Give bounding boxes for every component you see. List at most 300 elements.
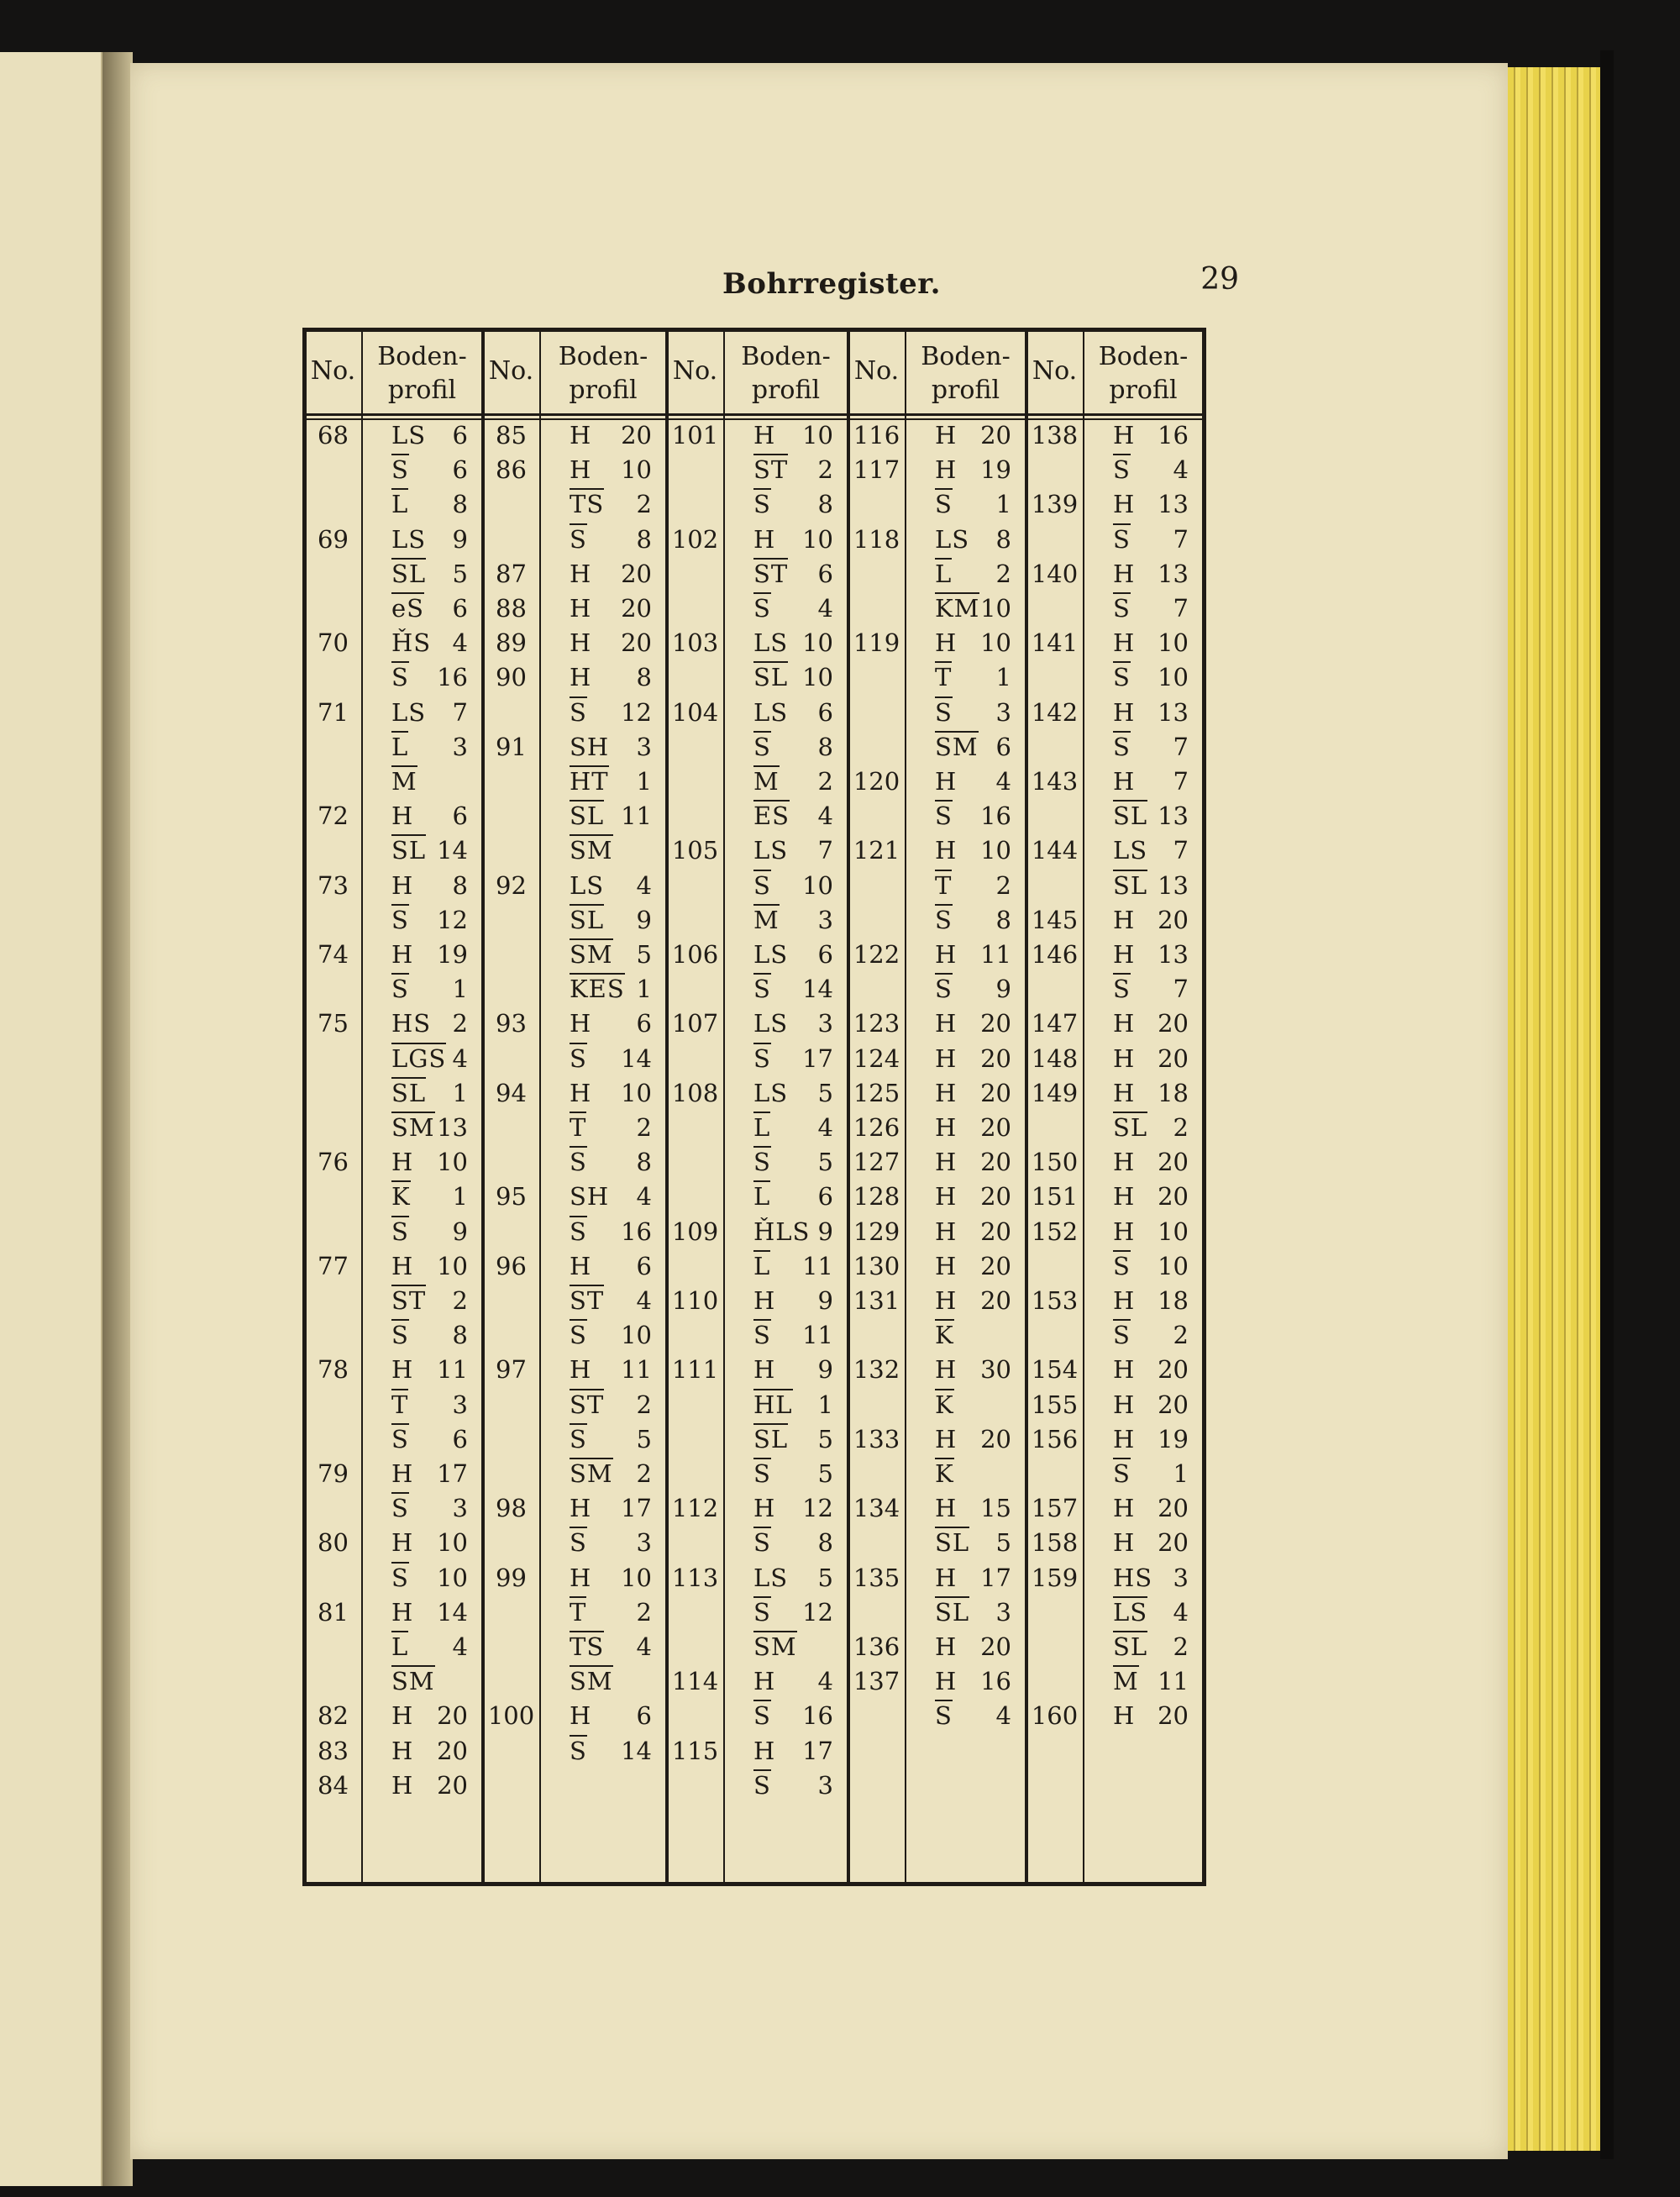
soil-code-text: SL — [570, 905, 605, 934]
soil-code-text: S — [391, 1321, 409, 1350]
register-entry — [483, 766, 667, 796]
layer-thickness: 10 — [621, 455, 652, 485]
boring-number: 140 — [1031, 559, 1079, 588]
register-entry — [483, 1493, 667, 1523]
soil-code-text: H — [570, 559, 592, 588]
register-entry — [667, 1563, 848, 1593]
layer-thickness: 17 — [437, 1459, 468, 1488]
boring-number: 133 — [853, 1424, 900, 1453]
header-no: No. — [853, 356, 900, 386]
layer-thickness: 3 — [1173, 1563, 1189, 1592]
layer-thickness: 4 — [817, 1113, 833, 1142]
register-entry — [848, 1424, 1026, 1454]
register-entry — [667, 801, 848, 831]
soil-code-text: HS — [1113, 1563, 1153, 1592]
register-entry — [667, 628, 848, 658]
soil-code-text: H — [391, 1459, 414, 1488]
layer-thickness: 8 — [636, 663, 652, 692]
boring-number: 153 — [1031, 1286, 1079, 1315]
register-entry — [483, 1320, 667, 1350]
register-entry — [483, 628, 667, 658]
register-entry — [1026, 1354, 1204, 1385]
boring-number: 81 — [318, 1597, 349, 1627]
register-entry — [667, 1493, 848, 1523]
register-entry — [305, 559, 483, 589]
register-entry — [667, 559, 848, 589]
soil-code-text: SL — [391, 1078, 427, 1107]
register-entry — [305, 628, 483, 658]
register-entry — [1026, 1008, 1204, 1038]
register-entry — [305, 455, 483, 485]
layer-thickness: 15 — [980, 1494, 1011, 1523]
register-entry — [305, 766, 483, 796]
boring-number: 147 — [1031, 1009, 1079, 1038]
layer-thickness: 8 — [817, 1528, 833, 1558]
register-entry — [848, 905, 1026, 935]
register-entry — [305, 697, 483, 728]
running-head: Bohrregister. — [722, 267, 941, 301]
register-entry — [483, 835, 667, 865]
layer-thickness: 9 — [817, 1217, 833, 1246]
register-entry — [305, 1563, 483, 1593]
register-entry — [483, 420, 667, 450]
register-entry — [1026, 1632, 1204, 1662]
layer-thickness: 11 — [802, 1321, 833, 1350]
boring-number: 84 — [318, 1770, 349, 1800]
boring-number: 77 — [318, 1251, 349, 1280]
layer-thickness: 4 — [995, 1701, 1011, 1731]
layer-thickness: 11 — [1158, 1667, 1189, 1696]
boring-number: 110 — [671, 1286, 719, 1315]
register-entry — [667, 905, 848, 935]
register-entry — [848, 1563, 1026, 1593]
layer-thickness: 4 — [817, 802, 833, 831]
layer-thickness: 6 — [995, 732, 1011, 761]
soil-code-text: H — [570, 1494, 592, 1523]
layer-thickness: 10 — [802, 524, 833, 554]
register-entry — [1026, 1424, 1204, 1454]
register-entry — [483, 1181, 667, 1212]
register-entry — [667, 1527, 848, 1558]
soil-code-text: S — [391, 1217, 409, 1246]
soil-code-text: H — [935, 1355, 958, 1385]
layer-thickness: 7 — [1173, 975, 1189, 1004]
layer-thickness: 12 — [802, 1494, 833, 1523]
register-entry — [667, 662, 848, 692]
layer-thickness: 3 — [817, 905, 833, 934]
boring-number: 76 — [318, 1148, 349, 1177]
layer-thickness: 9 — [452, 1217, 468, 1246]
soil-code-text: ST — [391, 1286, 427, 1315]
soil-code-text: H — [935, 1563, 958, 1592]
soil-code-text: SL — [753, 1424, 789, 1453]
boring-number: 97 — [496, 1355, 527, 1385]
layer-thickness: 5 — [995, 1528, 1011, 1558]
register-entry — [848, 697, 1026, 728]
soil-code — [570, 835, 642, 865]
register-entry — [848, 1632, 1026, 1662]
layer-thickness: 5 — [452, 559, 468, 588]
layer-thickness: 14 — [621, 1736, 652, 1765]
register-entry — [848, 1459, 1026, 1489]
soil-code-text: S — [570, 1736, 587, 1765]
soil-code-text: L — [753, 1182, 771, 1212]
soil-code-text: L — [935, 559, 953, 588]
soil-code-text: S — [753, 1701, 771, 1731]
soil-code-text: T — [935, 870, 953, 900]
boring-number: 102 — [671, 524, 719, 554]
header-line: profil — [751, 376, 821, 405]
layer-thickness: 2 — [817, 455, 833, 485]
soil-code-text: H — [935, 1632, 958, 1661]
register-entry — [483, 1390, 667, 1420]
soil-code-text: S — [753, 1148, 771, 1177]
register-entry — [483, 1424, 667, 1454]
soil-code-text: SH — [570, 732, 610, 761]
soil-code-text: SL — [391, 836, 427, 865]
boring-number: 132 — [853, 1355, 900, 1385]
soil-code-text: H — [391, 1597, 414, 1627]
layer-thickness: 12 — [437, 905, 468, 934]
register-entry — [1026, 1112, 1204, 1143]
register-entry — [305, 1008, 483, 1038]
layer-thickness: 20 — [1158, 1701, 1189, 1731]
soil-code-text: T — [570, 1113, 587, 1142]
register-entry — [305, 1147, 483, 1177]
register-entry — [1026, 1700, 1204, 1731]
register-entry — [305, 732, 483, 762]
boring-number: 155 — [1031, 1390, 1079, 1419]
soil-code-text: S — [753, 594, 771, 623]
layer-thickness: 10 — [802, 870, 833, 900]
soil-code-text: H — [1113, 767, 1136, 796]
layer-thickness: 14 — [621, 1043, 652, 1073]
layer-thickness: 10 — [802, 663, 833, 692]
boring-number: 83 — [318, 1736, 349, 1765]
soil-code — [935, 1390, 1007, 1420]
book-gutter — [102, 52, 133, 2186]
boring-number: 119 — [853, 628, 900, 658]
soil-code-text: H — [1113, 559, 1136, 588]
register-entry — [667, 766, 848, 796]
soil-code-text: H — [570, 663, 592, 692]
register-entry — [667, 1700, 848, 1731]
soil-code-text: H — [753, 1355, 776, 1385]
boring-number: 80 — [318, 1528, 349, 1558]
header-no: No. — [1032, 356, 1078, 386]
boring-number: 130 — [853, 1251, 900, 1280]
layer-thickness: 4 — [817, 1667, 833, 1696]
register-entry — [305, 870, 483, 901]
boring-number: 96 — [496, 1251, 527, 1280]
register-entry — [848, 1043, 1026, 1074]
register-entry — [305, 1700, 483, 1731]
layer-thickness: 8 — [452, 1321, 468, 1350]
layer-thickness: 3 — [452, 1494, 468, 1523]
layer-thickness: 1 — [636, 767, 652, 796]
boring-number: 154 — [1031, 1355, 1079, 1385]
register-entry — [667, 593, 848, 623]
soil-code-text: H — [935, 1217, 958, 1246]
layer-thickness: 7 — [1173, 594, 1189, 623]
soil-code-text: LS — [391, 524, 427, 554]
layer-thickness: 11 — [437, 1355, 468, 1385]
soil-code-text: H — [1113, 940, 1136, 969]
layer-thickness: 1 — [995, 490, 1011, 519]
register-entry — [848, 593, 1026, 623]
soil-code-text: SH — [570, 1182, 610, 1212]
boring-number: 75 — [318, 1009, 349, 1038]
layer-thickness: 16 — [437, 663, 468, 692]
soil-code-text: KM — [935, 594, 980, 623]
boring-number: 122 — [853, 940, 900, 969]
layer-thickness: 9 — [995, 975, 1011, 1004]
register-entry — [848, 524, 1026, 555]
soil-code-text: SL — [1113, 1113, 1148, 1142]
soil-code-text: H — [391, 1701, 414, 1731]
register-entry — [483, 1043, 667, 1074]
register-entry — [483, 1527, 667, 1558]
soil-code-text: H — [935, 1494, 958, 1523]
layer-thickness: 6 — [452, 802, 468, 831]
register-entry — [667, 489, 848, 519]
layer-thickness: 4 — [817, 594, 833, 623]
register-entry — [305, 1043, 483, 1074]
soil-code-text: H — [1113, 1182, 1136, 1212]
layer-thickness: 5 — [817, 1078, 833, 1107]
soil-code-text: ST — [570, 1390, 605, 1419]
boring-number: 139 — [1031, 490, 1079, 519]
register-entry — [1026, 1597, 1204, 1627]
soil-code-text: S — [753, 870, 771, 900]
soil-code-text: SM — [391, 1113, 435, 1142]
register-entry — [305, 835, 483, 865]
register-entry — [305, 801, 483, 831]
register-entry — [1026, 870, 1204, 901]
register-entry — [1026, 524, 1204, 555]
boring-number: 145 — [1031, 905, 1079, 934]
book-cover-edge — [1600, 50, 1614, 2159]
boring-number: 149 — [1031, 1078, 1079, 1107]
register-entry — [848, 974, 1026, 1004]
boring-number: 136 — [853, 1632, 900, 1661]
register-entry — [667, 1354, 848, 1385]
soil-code — [570, 1666, 642, 1696]
register-entry — [848, 1527, 1026, 1558]
soil-code-text: H — [753, 421, 776, 449]
boring-number: 78 — [318, 1355, 349, 1385]
layer-thickness: 2 — [636, 1390, 652, 1419]
layer-thickness: 10 — [437, 1528, 468, 1558]
layer-thickness: 1 — [636, 975, 652, 1004]
soil-code-text: LS — [391, 697, 427, 727]
layer-thickness: 10 — [621, 1563, 652, 1592]
layer-thickness: 4 — [636, 1182, 652, 1212]
boring-number: 141 — [1031, 628, 1079, 658]
register-entry — [1026, 1527, 1204, 1558]
layer-thickness: 2 — [1173, 1113, 1189, 1142]
layer-thickness: 4 — [636, 870, 652, 900]
register-entry — [483, 1285, 667, 1316]
soil-code-text: H — [1113, 1424, 1136, 1453]
boring-number: 91 — [496, 732, 527, 761]
soil-code-text: H — [1113, 697, 1136, 727]
layer-thickness: 20 — [1158, 1494, 1189, 1523]
layer-thickness: 4 — [452, 1632, 468, 1661]
register-entry — [848, 1217, 1026, 1247]
register-entry — [1026, 766, 1204, 796]
register-entry — [483, 801, 667, 831]
register-entry — [848, 1112, 1026, 1143]
register-entry — [667, 1597, 848, 1627]
layer-thickness: 4 — [452, 628, 468, 658]
soil-code-text: TS — [570, 1632, 605, 1661]
register-entry — [305, 1078, 483, 1108]
soil-code-text: S — [935, 802, 953, 831]
boring-number: 129 — [853, 1217, 900, 1246]
boring-number: 146 — [1031, 940, 1079, 969]
soil-code-text: H — [753, 1286, 776, 1315]
layer-thickness: 10 — [1158, 1251, 1189, 1280]
layer-thickness: 8 — [995, 905, 1011, 934]
soil-code-text: H — [753, 1736, 776, 1765]
soil-code-text: L — [753, 1113, 771, 1142]
layer-thickness: 10 — [802, 628, 833, 658]
soil-code-text: S — [570, 1321, 587, 1350]
soil-code-text: H — [570, 455, 592, 485]
layer-thickness: 8 — [817, 732, 833, 761]
register-entry — [848, 662, 1026, 692]
layer-thickness: 2 — [636, 1459, 652, 1488]
layer-thickness: 10 — [980, 628, 1011, 658]
soil-code-text: S — [753, 732, 771, 761]
gilded-page-edges — [1508, 67, 1609, 2151]
soil-code-text: H — [1113, 1355, 1136, 1385]
register-entry — [1026, 1043, 1204, 1074]
soil-code-text: H — [1113, 1286, 1136, 1315]
boring-number: 160 — [1031, 1701, 1079, 1731]
soil-code-text: H — [570, 421, 592, 449]
soil-code-text: H — [935, 455, 958, 485]
boring-number: 125 — [853, 1078, 900, 1107]
layer-thickness: 19 — [1158, 1424, 1189, 1453]
register-entry — [483, 1251, 667, 1281]
soil-code-text: H — [935, 1424, 958, 1453]
register-entry — [305, 1354, 483, 1385]
boring-number: 120 — [853, 767, 900, 796]
header-line: profil — [1109, 376, 1178, 405]
layer-thickness: 20 — [1158, 1009, 1189, 1038]
layer-thickness: 13 — [1158, 802, 1189, 831]
register-entry — [483, 1459, 667, 1489]
layer-thickness: 4 — [1173, 455, 1189, 485]
header-bodenprofil — [539, 340, 667, 407]
layer-thickness: 20 — [980, 1182, 1011, 1212]
soil-code-text: H — [1113, 1148, 1136, 1177]
register-entry — [667, 1459, 848, 1489]
boring-number: 127 — [853, 1148, 900, 1177]
layer-thickness: 10 — [1158, 1217, 1189, 1246]
soil-code-text: LS — [753, 697, 789, 727]
layer-thickness: 6 — [817, 697, 833, 727]
header-line: profil — [569, 376, 638, 405]
boring-number: 108 — [671, 1078, 719, 1107]
register-entry — [1026, 1078, 1204, 1108]
layer-thickness: 9 — [817, 1286, 833, 1315]
layer-thickness: 7 — [1173, 732, 1189, 761]
register-entry — [483, 1597, 667, 1627]
register-entry — [483, 662, 667, 692]
register-entry — [1026, 1251, 1204, 1281]
register-entry — [848, 1390, 1026, 1420]
layer-thickness: 20 — [1158, 1182, 1189, 1212]
soil-code-text: T — [935, 663, 953, 692]
register-entry — [305, 1285, 483, 1316]
layer-thickness: 7 — [1173, 767, 1189, 796]
boring-number: 114 — [671, 1667, 719, 1696]
soil-code-text: L — [753, 1251, 771, 1280]
layer-thickness: 20 — [980, 1043, 1011, 1073]
register-entry — [305, 1666, 483, 1696]
layer-thickness: 7 — [1173, 836, 1189, 865]
soil-code-text: S — [753, 975, 771, 1004]
soil-code-text: H — [935, 1251, 958, 1280]
soil-code-text: SL — [935, 1597, 970, 1627]
layer-thickness: 5 — [636, 940, 652, 969]
header-rule — [305, 413, 1202, 416]
register-entry — [483, 524, 667, 555]
soil-code-text: S — [570, 1217, 587, 1246]
register-entry — [1026, 801, 1204, 831]
register-entry — [483, 1632, 667, 1662]
register-entry — [483, 905, 667, 935]
layer-thickness: 9 — [817, 1355, 833, 1385]
register-entry — [848, 489, 1026, 519]
soil-code-text: S — [1113, 1459, 1131, 1488]
layer-thickness: 12 — [621, 697, 652, 727]
layer-thickness: 1 — [817, 1390, 833, 1419]
soil-code-text: H — [570, 1701, 592, 1731]
soil-code-text: S — [570, 697, 587, 727]
register-entry — [305, 1217, 483, 1247]
register-entry — [305, 1424, 483, 1454]
register-entry — [305, 489, 483, 519]
layer-thickness: 16 — [802, 1701, 833, 1731]
layer-thickness: 1 — [995, 663, 1011, 692]
layer-thickness: 16 — [621, 1217, 652, 1246]
register-entry — [483, 1008, 667, 1038]
soil-code-text: HT — [570, 767, 609, 796]
soil-code-text: H — [1113, 1078, 1136, 1107]
register-entry — [667, 939, 848, 970]
layer-thickness: 10 — [980, 836, 1011, 865]
register-entry — [667, 1285, 848, 1316]
soil-code-text: H — [1113, 1494, 1136, 1523]
register-entry — [305, 905, 483, 935]
soil-code-text: S — [753, 490, 771, 519]
boring-number: 103 — [671, 628, 719, 658]
boring-number: 151 — [1031, 1182, 1079, 1212]
register-entry — [848, 732, 1026, 762]
layer-thickness: 16 — [1158, 421, 1189, 449]
register-entry — [667, 732, 848, 762]
register-entry — [667, 974, 848, 1004]
register-entry — [305, 1390, 483, 1420]
register-entry — [483, 697, 667, 728]
soil-code-text: SM — [570, 940, 613, 969]
soil-code-text: H — [1113, 490, 1136, 519]
layer-thickness: 11 — [980, 940, 1011, 969]
